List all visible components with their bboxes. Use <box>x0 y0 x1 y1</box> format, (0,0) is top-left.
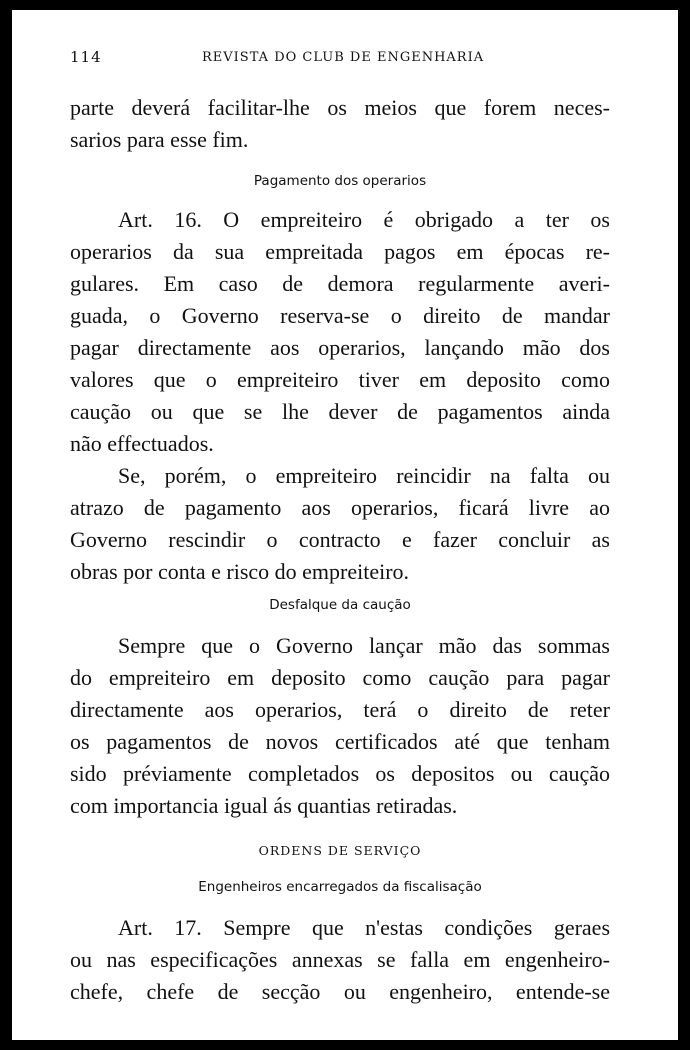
text-line: pagar directamente aos operarios, lançando mão dos <box>70 335 610 360</box>
text-line: parte deverá facilitar-lhe os meios que forem neces- <box>70 95 610 120</box>
text-line: ou nas especificações annexas se falla em engenheiro- <box>70 947 610 972</box>
text-line: não effectuados. <box>70 431 214 456</box>
text-line: Se, porém, o empreiteiro reincidir na falta ou <box>118 463 610 488</box>
text-line: chefe, chefe de secção ou engenheiro, entende-se <box>70 979 610 1004</box>
text-line: operarios da sua empreitada pagos em épocas re- <box>70 239 610 264</box>
text-line: os pagamentos de novos certificados até que tenham <box>70 729 610 754</box>
page-header <box>70 48 630 72</box>
text-line: gulares. Em caso de demora regularmente averi- <box>70 271 610 296</box>
text-line: Governo rescindir o contracto e fazer concluir as <box>70 527 610 552</box>
text-line: guada, o Governo reserva-se o direito de mandar <box>70 303 610 328</box>
text-line: Art. 17. Sempre que n'estas condições geraes <box>118 915 610 940</box>
text-line: Art. 16. O empreiteiro é obrigado a ter os <box>118 207 610 232</box>
book-page <box>12 10 678 1040</box>
text-line: com importancia igual ás quantias retiradas. <box>70 793 458 818</box>
text-line: do empreiteiro em deposito como caução para pagar <box>70 665 610 690</box>
text-line: caução ou que se lhe dever de pagamentos ainda <box>70 399 610 424</box>
text-line: atrazo de pagamento aos operarios, ficará livre ao <box>70 495 610 520</box>
section-heading: ORDENS DE SERVIÇO <box>258 843 422 858</box>
page-number: 114 <box>70 48 102 66</box>
text-line: sarios para esse fim. <box>70 127 249 152</box>
section-subheading: Engenheiros encarregados da fiscalisação <box>198 879 482 895</box>
section-subheading: Desfalque da caução <box>269 597 411 613</box>
text-line: valores que o empreiteiro tiver em deposito como <box>70 367 610 392</box>
text-line: directamente aos operarios, terá o direito de reter <box>70 697 610 722</box>
text-line: Sempre que o Governo lançar mão das sommas <box>118 633 610 658</box>
section-subheading: Pagamento dos operarios <box>253 173 427 189</box>
running-title: REVISTA DO CLUB DE ENGENHARIA <box>202 50 485 65</box>
text-line: sido préviamente completados os depositos ou caução <box>70 761 610 786</box>
text-line: obras por conta e risco do empreiteiro. <box>70 559 410 584</box>
